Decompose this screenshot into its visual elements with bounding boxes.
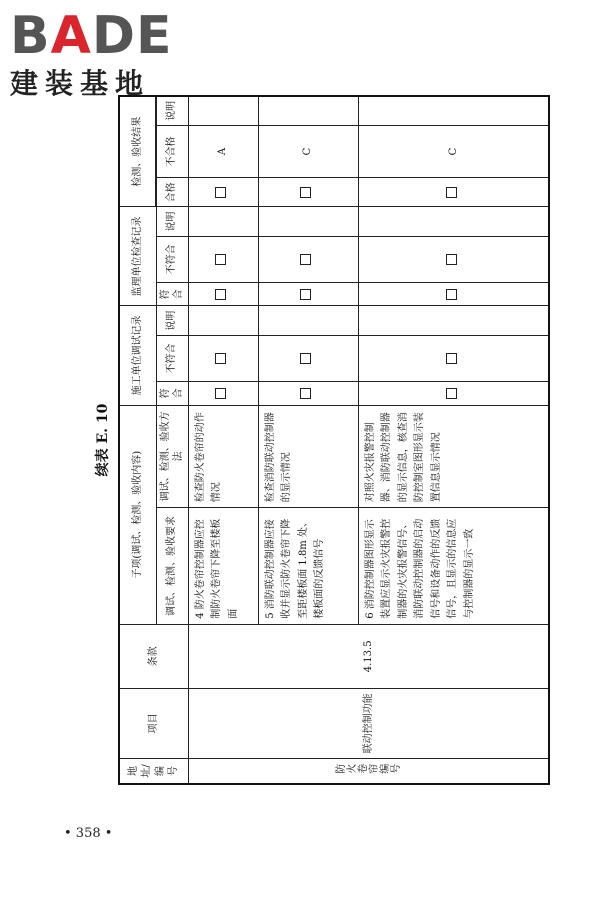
requirement-cell: 4 防火卷帘控制器应控制防火卷帘下降至楼板面 xyxy=(188,508,258,625)
header-nonconform: 不符合 xyxy=(156,236,188,283)
checkbox[interactable] xyxy=(215,254,226,265)
note-cell xyxy=(258,96,358,125)
checkbox-cell[interactable] xyxy=(188,236,258,283)
checkbox[interactable] xyxy=(300,289,311,300)
note-cell xyxy=(358,207,549,236)
header-fail: 不合格 xyxy=(156,125,188,177)
header-conform: 符合 xyxy=(156,283,188,306)
grade-cell: C xyxy=(358,125,549,177)
checkbox-cell[interactable] xyxy=(358,382,549,405)
logo-subtitle: 建装基地 xyxy=(10,67,151,100)
checkbox[interactable] xyxy=(300,388,311,399)
header-subitem: 子项(调试、检测、验收内容) xyxy=(119,405,156,624)
clause-cell: 4.13.5 xyxy=(188,624,549,688)
checkbox-cell[interactable] xyxy=(188,335,258,382)
header-conform: 符合 xyxy=(156,382,188,405)
checkbox-cell[interactable] xyxy=(188,178,258,207)
checkbox-cell[interactable] xyxy=(358,236,549,283)
note-cell xyxy=(358,306,549,335)
checkbox-cell[interactable] xyxy=(258,283,358,306)
grade-cell: C xyxy=(258,125,358,177)
item-cell: 联动控制功能 xyxy=(188,688,549,758)
header-clause: 条款 xyxy=(119,624,188,688)
header-pass: 合格 xyxy=(156,178,188,207)
checkbox[interactable] xyxy=(446,388,457,399)
checkbox-cell[interactable] xyxy=(358,178,549,207)
note-cell xyxy=(258,306,358,335)
header-note: 说明 xyxy=(156,96,188,125)
logo-wordmark: BADE xyxy=(10,6,173,66)
checkbox[interactable] xyxy=(446,187,457,198)
checkbox-cell[interactable] xyxy=(258,178,358,207)
header-result: 检测、验收结果 xyxy=(119,96,155,207)
header-location: 地址/编号 xyxy=(119,758,188,784)
note-cell xyxy=(188,207,258,236)
checkbox[interactable] xyxy=(215,187,226,198)
checkbox[interactable] xyxy=(215,353,226,364)
method-cell: 检查防火卷帘的动作情况 xyxy=(188,405,258,508)
requirement-cell: 5 消防联动控制器应接收并显示防火卷帘下降至距楼板面 1.8m 处、楼板面的反馈信号 xyxy=(258,508,358,625)
note-cell xyxy=(188,96,258,125)
rotated-table-container xyxy=(95,95,538,785)
method-cell: 对照火灾报警控制器、消防联动控制器的显示信息，核查消防控制室图形显示装置信息显示情况 xyxy=(358,405,549,508)
checkbox[interactable] xyxy=(300,353,311,364)
header-note: 说明 xyxy=(156,306,188,335)
header-item: 项目 xyxy=(119,688,188,758)
header-construction: 施工单位调试记录 xyxy=(119,306,156,405)
header-supervision: 监理单位检查记录 xyxy=(119,207,156,306)
method-cell: 检查消防联动控制器的显示情况 xyxy=(258,405,358,508)
inspection-table xyxy=(118,95,550,785)
checkbox[interactable] xyxy=(300,187,311,198)
bade-logo xyxy=(8,6,178,102)
header-method: 调试、检测、验收方法 xyxy=(156,405,188,508)
table-title: 续表 E. 10 xyxy=(95,403,111,477)
checkbox-cell[interactable] xyxy=(188,382,258,405)
checkbox[interactable] xyxy=(446,254,457,265)
requirement-cell: 6 消防控制器图形显示装置应显示火灾报警控制器的火灾报警信号、消防联动控制器的启动信号和设备动作的反馈信号，且显示的信息应与控制器的显示一致 xyxy=(358,508,549,625)
checkbox-cell[interactable] xyxy=(258,335,358,382)
checkbox-cell[interactable] xyxy=(258,236,358,283)
checkbox[interactable] xyxy=(215,289,226,300)
location-cell: 防火卷帘编号 xyxy=(188,758,549,784)
checkbox-cell[interactable] xyxy=(358,335,549,382)
checkbox-cell[interactable] xyxy=(188,283,258,306)
checkbox-cell[interactable] xyxy=(258,382,358,405)
checkbox[interactable] xyxy=(446,289,457,300)
checkbox[interactable] xyxy=(446,353,457,364)
header-nonconform: 不符合 xyxy=(156,335,188,382)
header-requirement: 调试、检测、验收要求 xyxy=(156,508,188,625)
checkbox[interactable] xyxy=(215,388,226,399)
note-cell xyxy=(188,306,258,335)
note-cell xyxy=(358,96,549,125)
checkbox[interactable] xyxy=(300,254,311,265)
checkbox-cell[interactable] xyxy=(358,283,549,306)
page-number: • 358 • xyxy=(64,826,113,841)
note-cell xyxy=(258,207,358,236)
grade-cell: A xyxy=(188,125,258,177)
header-note: 说明 xyxy=(156,207,188,236)
